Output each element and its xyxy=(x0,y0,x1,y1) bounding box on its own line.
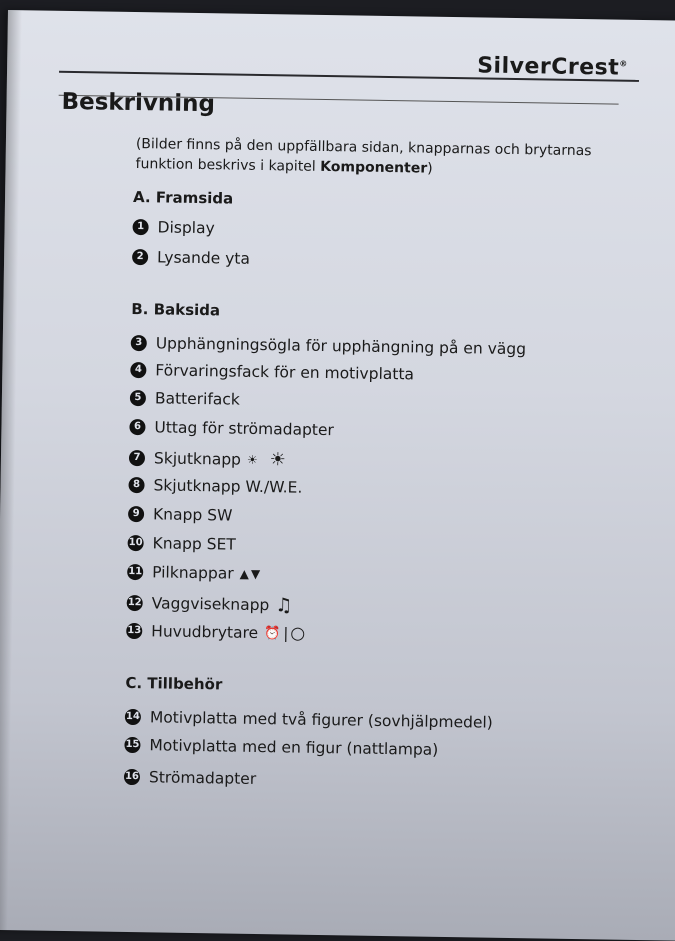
list-item xyxy=(128,476,302,497)
item-label: Strömadapter xyxy=(148,768,257,788)
list-item xyxy=(126,621,305,644)
alarm-on-icon: ⏰ xyxy=(263,625,281,641)
list-item xyxy=(128,534,236,554)
arrow-down-icon: ▼ xyxy=(250,566,261,582)
item-number: 16 xyxy=(124,769,140,785)
power-on-icon: | xyxy=(283,624,289,643)
item-label: Knapp SW xyxy=(152,505,233,525)
item-number: 8 xyxy=(128,477,144,493)
item-label: Pilknappar xyxy=(152,563,234,583)
list-item xyxy=(130,389,240,409)
item-number: 10 xyxy=(128,535,144,551)
item-label: Huvudbrytare xyxy=(151,622,259,643)
item-number: 4 xyxy=(130,362,146,378)
brand-logo: SilverCrest® xyxy=(476,53,628,81)
item-label: Lysande yta xyxy=(156,248,251,268)
list-item xyxy=(132,248,250,268)
item-label: Motivplatta med en figur (nattlampa) xyxy=(149,736,439,759)
item-number: 5 xyxy=(130,390,146,406)
section-heading-baksida: B. Baksida xyxy=(131,299,221,320)
item-number: 12 xyxy=(127,595,143,611)
list-item xyxy=(127,592,293,617)
list-item xyxy=(125,708,493,732)
item-label: Vaggviseknapp xyxy=(151,594,270,615)
list-item xyxy=(124,736,438,759)
list-item xyxy=(130,361,414,383)
small-sun-icon: ☀ xyxy=(246,452,258,467)
list-item xyxy=(132,218,214,237)
item-label: Förvaringsfack för en motivplatta xyxy=(155,361,415,384)
page-fold-shadow xyxy=(0,10,22,930)
item-label: Batterifack xyxy=(154,389,241,409)
page-title: Beskrivning xyxy=(61,88,216,118)
item-label: Skjutknapp xyxy=(153,448,242,469)
large-sun-icon: ☀ xyxy=(269,449,287,471)
item-number: 2 xyxy=(132,249,148,265)
list-item xyxy=(124,768,256,788)
list-item xyxy=(131,334,527,358)
power-off-icon: ○ xyxy=(290,623,306,644)
item-number: 14 xyxy=(125,709,141,725)
item-label: Skjutknapp W./W.E. xyxy=(153,476,303,497)
item-number: 15 xyxy=(124,737,140,753)
list-item xyxy=(129,418,334,439)
item-number: 3 xyxy=(131,335,147,351)
list-item xyxy=(129,447,286,470)
item-label: Knapp SET xyxy=(152,534,236,554)
item-label: Uttag för strömadapter xyxy=(154,418,335,440)
intro-text: (Bilder finns på den uppfällbara sidan, knapparnas och brytarnas funktion beskrivs i kapitel Komponenter) xyxy=(135,136,592,177)
section-heading-tillbehor: C. Tillbehör xyxy=(125,673,223,694)
item-number: 7 xyxy=(129,449,145,465)
item-number: 13 xyxy=(126,623,142,639)
item-number: 6 xyxy=(129,419,145,435)
section-heading-framsida: A. Framsida xyxy=(132,187,234,208)
item-number: 11 xyxy=(127,564,143,580)
music-note-icon: ♫ xyxy=(275,594,293,617)
arrow-up-icon: ▲ xyxy=(239,566,249,581)
item-label: Upphängningsögla för upphängning på en vägg xyxy=(155,334,527,359)
item-label: Motivplatta med två figurer (sovhjälpmedel) xyxy=(149,708,493,732)
item-number: 9 xyxy=(128,506,144,522)
manual-page xyxy=(0,10,675,941)
list-item xyxy=(128,505,233,525)
item-label: Display xyxy=(157,218,215,238)
list-item xyxy=(127,563,260,583)
item-number: 1 xyxy=(132,219,148,235)
